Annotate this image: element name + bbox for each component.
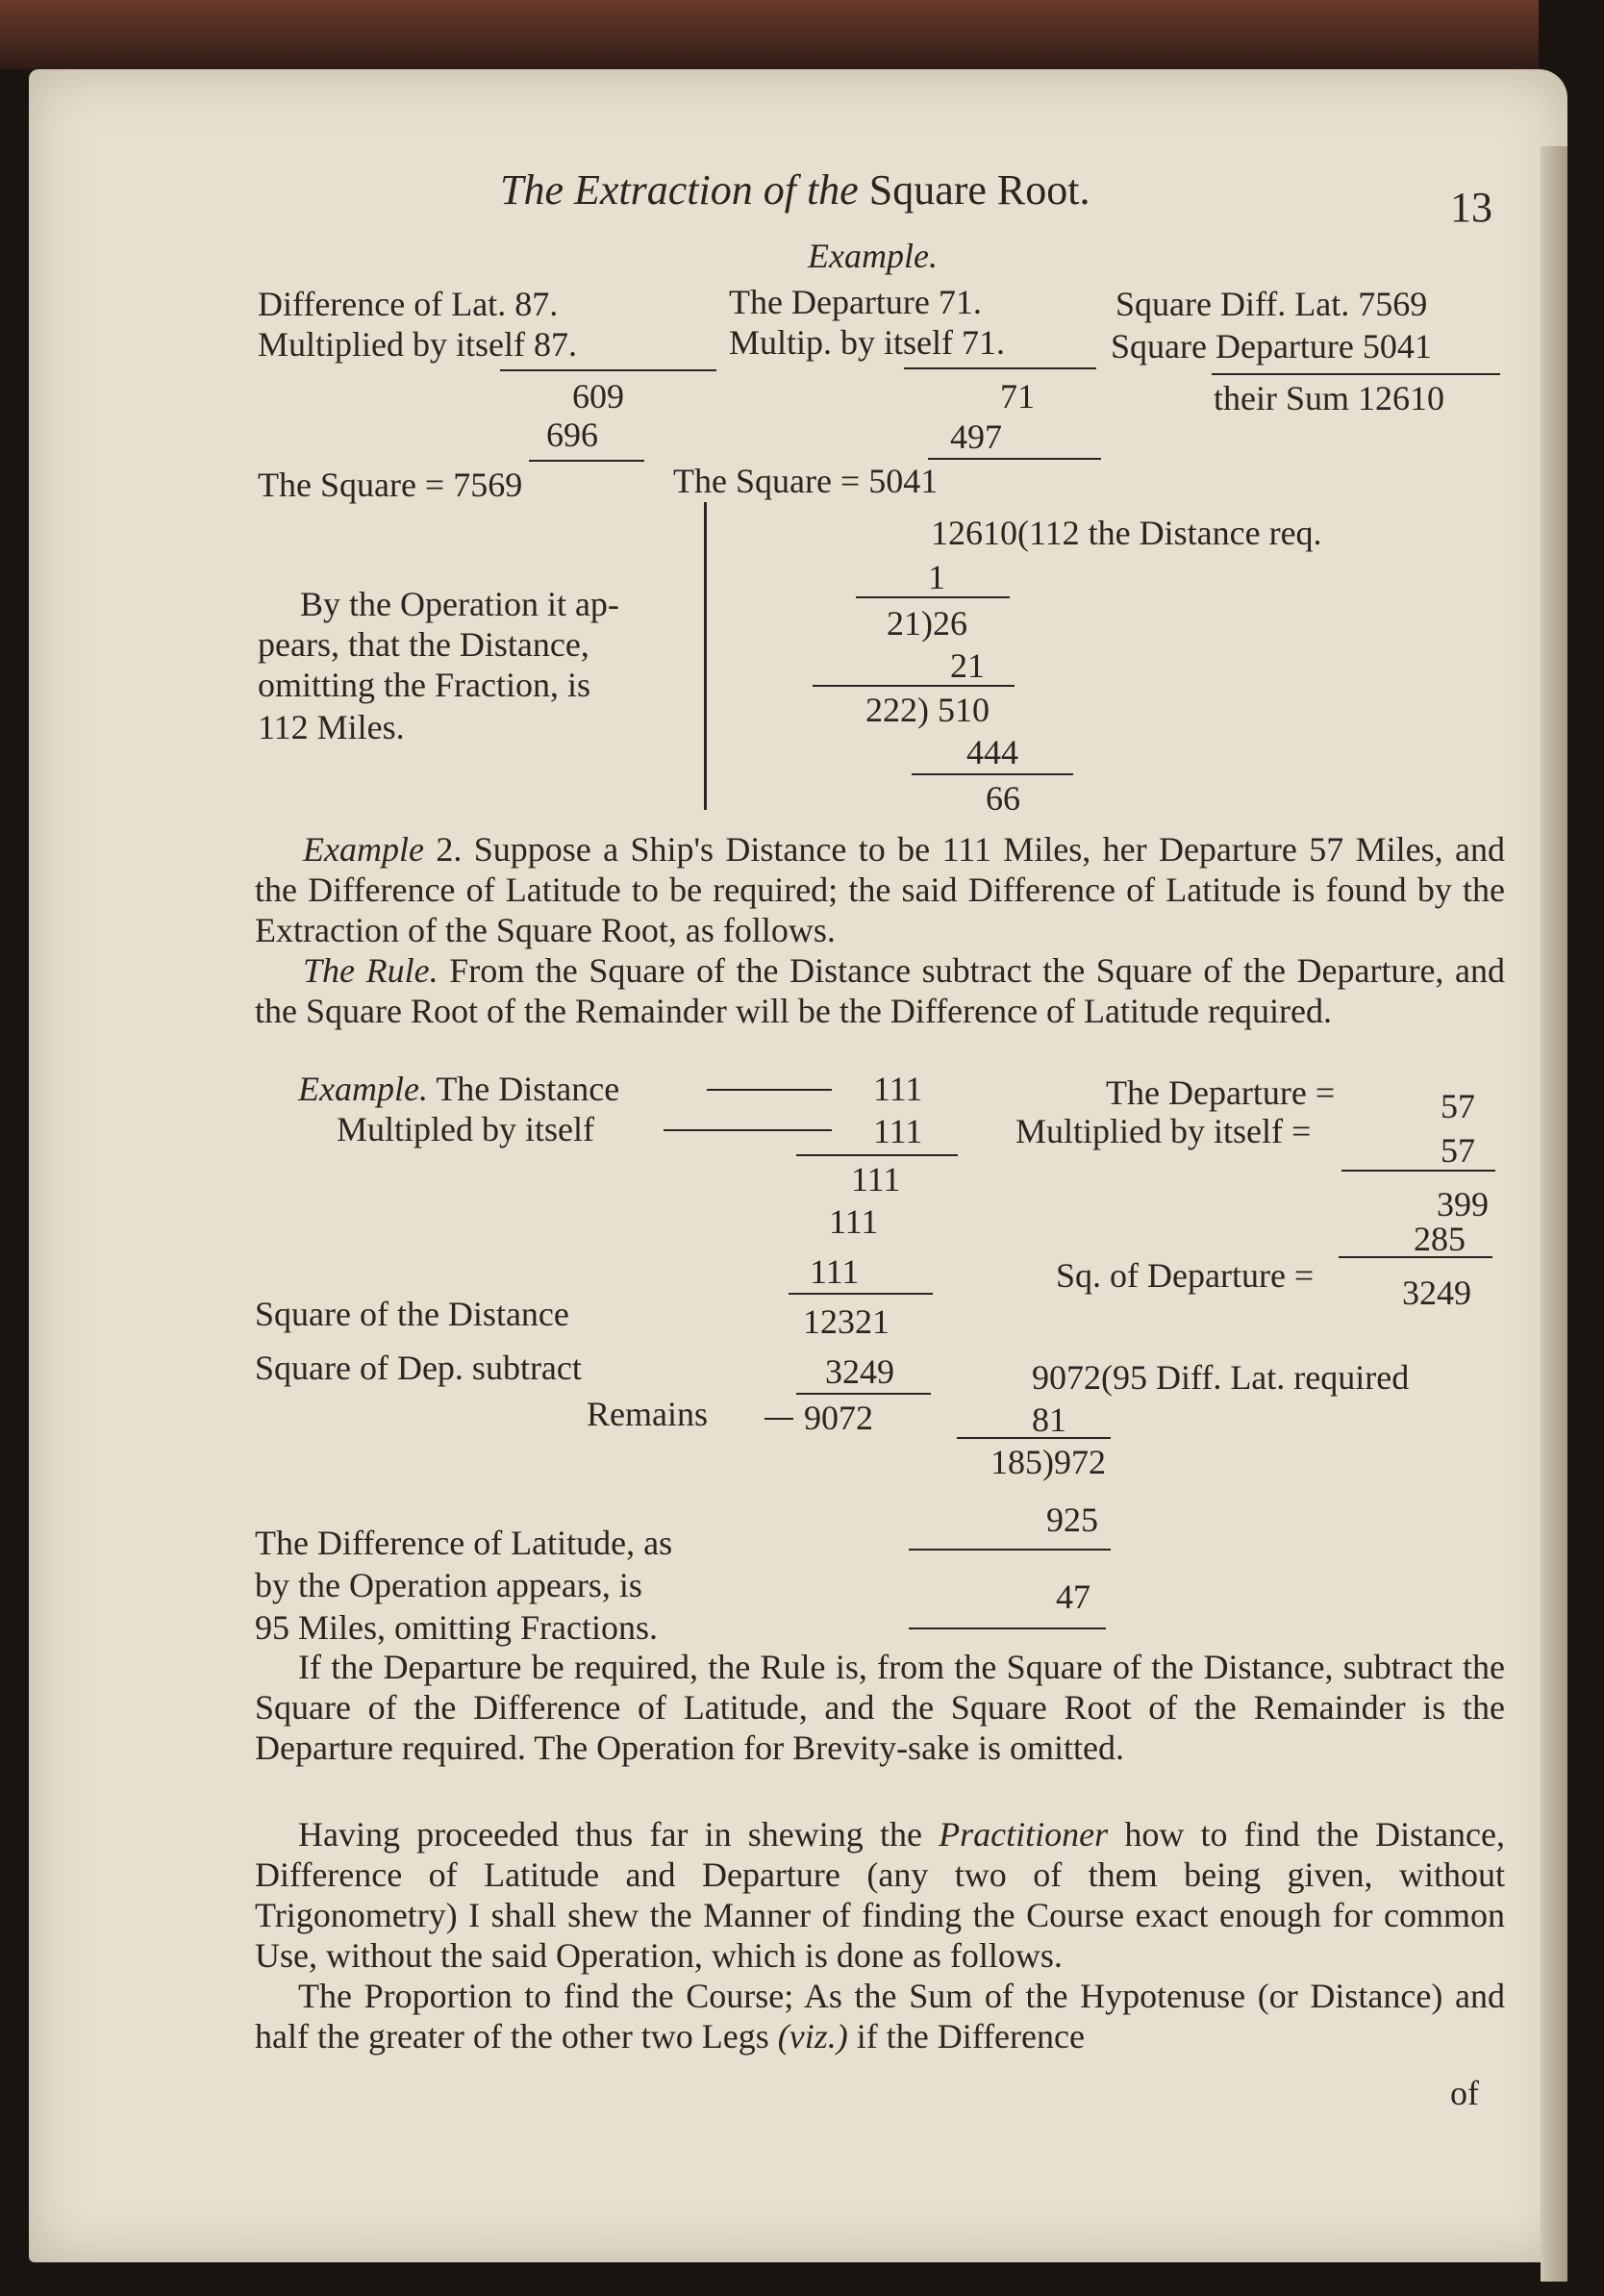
running-title (500, 166, 1090, 214)
ex2-num-1: 111 (873, 1070, 923, 1108)
rule (912, 773, 1073, 775)
rule (1341, 1170, 1495, 1172)
ex2-num-6: 12321 (803, 1302, 890, 1341)
ex2-num-2: 111 (873, 1112, 923, 1150)
ex2-sq-dep2-val: 3249 (1402, 1274, 1471, 1312)
ex2-sq-dist-label: Square of the Distance (255, 1295, 569, 1333)
ex2-left-line1 (298, 1070, 619, 1108)
para4-practitioner: Practitioner (939, 1815, 1109, 1854)
catchword: of (1450, 2074, 1479, 2112)
ex2-left-line2: Multipled by itself (337, 1110, 594, 1148)
ex1-note-line4: 112 Miles. (258, 708, 405, 746)
ex2-sq-dep-label: Square of Dep. subtract (255, 1349, 582, 1387)
ex2-note-line3: 95 Miles, omitting Fractions. (255, 1608, 658, 1647)
ex1-c3-line1: Square Diff. Lat. 7569 (1115, 285, 1428, 323)
para2-text: From the Square of the Distance subtract the Square of the Departure, and the Square Root of the Remainder will be the Difference of Latitude required. (255, 951, 1506, 1030)
running-title-italic: The Extraction of the (500, 166, 859, 214)
ex1-c1-line1: Difference of Lat. 87. (258, 285, 559, 323)
rule (957, 1437, 1111, 1439)
ex1-c2-line4: 497 (950, 417, 1002, 456)
book-top-edge (0, 0, 1539, 69)
ex2-root-line3: 185)972 (990, 1443, 1106, 1481)
rule (904, 367, 1096, 369)
ex2-note-line2: by the Operation appears, is (255, 1566, 642, 1604)
ex1-root-line3: 21)26 (887, 604, 967, 643)
ex1-root-line4: 21 (950, 646, 985, 685)
ex2-num-5: 111 (810, 1252, 860, 1291)
ex1-root-line6: 444 (966, 733, 1018, 771)
dash-rule (664, 1129, 832, 1131)
ex2-num-7: 3249 (825, 1352, 894, 1391)
ex2-root-line4: 925 (1046, 1501, 1098, 1539)
ex1-c2-line5: The Square = 5041 (673, 462, 939, 500)
paragraph-rule (255, 950, 1505, 1031)
rule (1339, 1256, 1492, 1258)
ex2-dep-label: The Departure = (1106, 1073, 1336, 1112)
paragraph-departure: If the Departure be required, the Rule is, from the Square of the Distance, subtract the Square of the Difference of Latitude, and the Square Root of the Remainder is the Departure required. The Operation for Brevity-sake is omitted. (255, 1648, 1505, 1767)
ex2-note-line1: The Difference of Latitude, as (255, 1524, 673, 1562)
ex2-label: Example. (298, 1070, 428, 1108)
ex1-root-line7: 66 (986, 779, 1020, 818)
ex2-dep-val: 57 (1441, 1087, 1475, 1125)
ex2-sq-dep2-label: Sq. of Departure = (1056, 1256, 1315, 1295)
ex1-note-line2: pears, that the Distance, (258, 625, 589, 664)
ex2-root-line2: 81 (1032, 1400, 1066, 1439)
para5-c: if the Difference (856, 2017, 1085, 2056)
page-edge (1541, 146, 1567, 2282)
ex1-c1-line2: Multiplied by itself 87. (258, 325, 577, 364)
rule (856, 596, 1010, 598)
para5-viz: (viz.) (777, 2017, 848, 2056)
ex2-r4: 285 (1414, 1220, 1466, 1258)
ex1-note-line1: By the Operation it ap- (300, 585, 619, 623)
para2-label: The Rule. (303, 951, 439, 990)
paragraph-proportion (255, 1976, 1505, 2056)
para4-a: Having proceeded thus far in shewing the (298, 1815, 922, 1854)
ex2-num-4: 111 (829, 1202, 879, 1241)
ex1-root-line2: 1 (928, 558, 945, 596)
ex2-root-line5: 47 (1056, 1577, 1090, 1616)
ex1-root-line5: 222) 510 (865, 691, 990, 729)
ex1-root-line1: 12610(112 the Distance req. (931, 514, 1322, 552)
ex2-num-3: 111 (851, 1160, 901, 1198)
rule (796, 1154, 958, 1156)
ex1-c3-line3: their Sum 12610 (1214, 379, 1444, 417)
ex1-c1-line3: 609 (572, 377, 624, 416)
ex2-distance-label: The Distance (436, 1070, 620, 1108)
ex1-c3-line2: Square Departure 5041 (1111, 327, 1432, 366)
ex2-remains-label: Remains (587, 1395, 708, 1433)
rule (909, 1549, 1111, 1551)
paragraph-proceeded (255, 1814, 1505, 1976)
rule (928, 458, 1101, 460)
para4-c: how to find the Distance, Difference of Latitude and Departure (any two of them being given, without Trigonometry) I shall shew the Manner of finding the Course exact enough for common Use, without the said Operation, which is done as follows. (255, 1815, 1506, 1975)
example-heading: Example. (808, 237, 938, 275)
ex1-c2-line1: The Departure 71. (729, 283, 982, 321)
para5-a: The Proportion to find the Course; As the Sum of the Hypotenuse (or Distance) and half the greater of the other two Legs (255, 1977, 1505, 2056)
dash-rule (764, 1418, 793, 1420)
vertical-rule (704, 502, 707, 810)
ex1-c2-line3: 71 (1000, 377, 1035, 416)
rule (789, 1293, 933, 1295)
para1-text: 2. Suppose a Ship's Distance to be 111 Miles, her Departure 57 Miles, and the Difference of Latitude to be required; the said Difference of Latitude is found by the Extraction of the Square Root, as follows. (255, 830, 1506, 949)
rule (529, 460, 644, 462)
ex2-mult-val: 57 (1441, 1131, 1475, 1170)
page-number: 13 (1450, 184, 1492, 231)
dash-rule (707, 1089, 832, 1091)
ex1-note-line3: omitting the Fraction, is (258, 666, 590, 704)
para1-label: Example (303, 830, 424, 869)
ex1-c2-line2: Multip. by itself 71. (729, 323, 1005, 362)
running-title-plain: Square Root. (868, 166, 1090, 214)
rule (813, 685, 1015, 687)
rule (1212, 373, 1500, 375)
ex1-c1-line4: 696 (546, 416, 598, 454)
rule (909, 1627, 1106, 1629)
ex1-c1-line5: The Square = 7569 (258, 466, 523, 504)
ex2-mult-label: Multiplied by itself = (1015, 1112, 1312, 1150)
ex2-num-8: 9072 (804, 1399, 873, 1437)
ex2-r3: 399 (1437, 1185, 1489, 1224)
paragraph-example2 (255, 829, 1505, 950)
ex2-root-line1: 9072(95 Diff. Lat. required (1032, 1358, 1410, 1397)
rule (796, 1393, 931, 1395)
rule (500, 369, 716, 371)
